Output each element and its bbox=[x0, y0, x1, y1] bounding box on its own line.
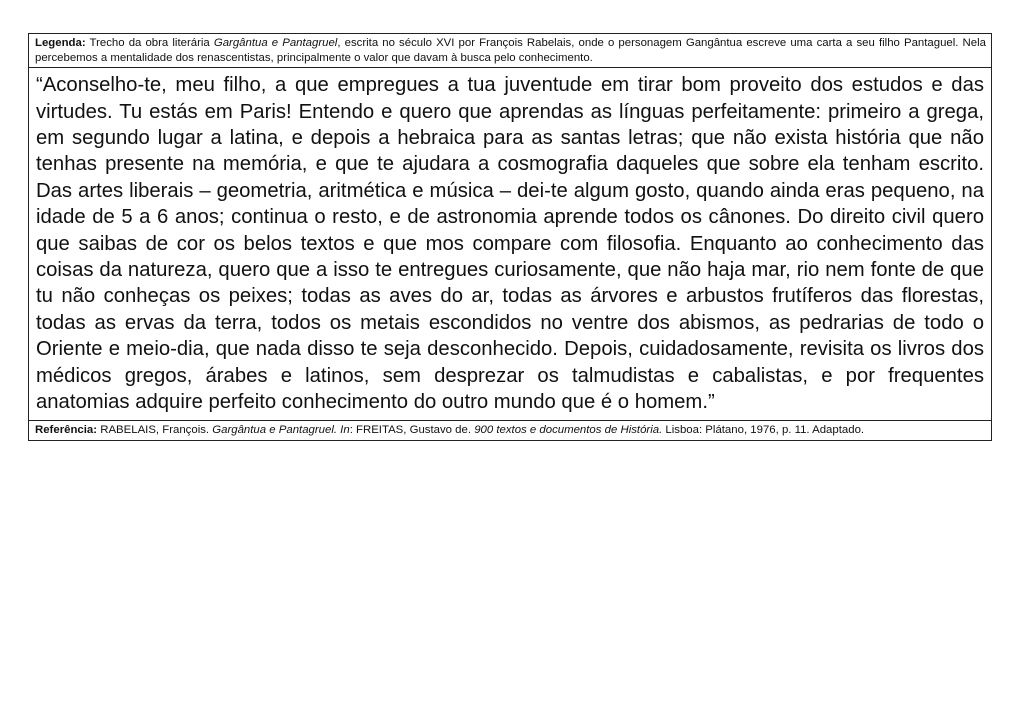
reference-middle: : FREITAS, Gustavo de. bbox=[349, 424, 475, 437]
document-frame bbox=[28, 33, 992, 441]
caption-text-before: Trecho da obra literária bbox=[85, 37, 214, 49]
reference-label: Referência: bbox=[35, 424, 98, 437]
caption-label: Legenda: bbox=[35, 37, 86, 49]
reference-block bbox=[29, 420, 991, 440]
reference-publisher: Lisboa: Plátano, 1976, p. 11. Adaptado. bbox=[662, 424, 865, 437]
quote-text: “Aconselho-te, meu filho, a que empregues a tua juventude em tirar bom proveito dos estudos e das virtudes. Tu estás em Paris! Entendo e quero que aprendas as línguas perfeitamente: primeiro a grega, em segundo lugar a latina, e depois a hebraica para as santas letras; que não exista história que não tenhas presente na memória, e que te ajudara a cosmografia daqueles que sobre ela tenham escrito. Das artes liberais – geometria, aritmética e música – dei-te algum gosto, quando ainda eras pequeno, na idade de 5 a 6 anos; continua o resto, e de astronomia aprende todos os cânones. Do direito civil quero que saibas de cor os belos textos e que mos compare com filosofia. Enquanto ao conhecimento das coisas da natureza, quero que a isso te entregues curiosamente, que não haja mar, rio nem fonte de que tu não conheças os peixes; todas as aves do ar, todas as árvores e arbustos frutíferos das florestas, todas as ervas da terra, todos os metais escondidos no ventre dos abismos, as pedrarias de todo o Oriente e meio-dia, que nada disso te seja desconhecido. Depois, cuidadosamente, revisita os livros dos médicos gregos, árabes e latinos, sem desprezar os talmudistas e cabalistas, e por frequentes anatomias adquire perfeito conhecimento do outro mundo que é o homem.” bbox=[36, 74, 984, 414]
reference-author: RABELAIS, François. bbox=[97, 424, 213, 437]
caption-block bbox=[29, 34, 991, 68]
reference-work-title: Gargântua e Pantagruel. In bbox=[212, 424, 350, 437]
caption-work-title: Gargântua e Pantagruel bbox=[213, 37, 338, 49]
caption-text-after: , escrita no século XVI por François Rabelais, onde o personagem Gangântua escreve uma carta a seu filho Pantaguel. Nela percebemos a mentalidade dos renascentistas, principalmente o valor que davam à busca pelo conhecimento. bbox=[35, 37, 986, 64]
reference-book-title: 900 textos e documentos de História. bbox=[474, 424, 663, 437]
